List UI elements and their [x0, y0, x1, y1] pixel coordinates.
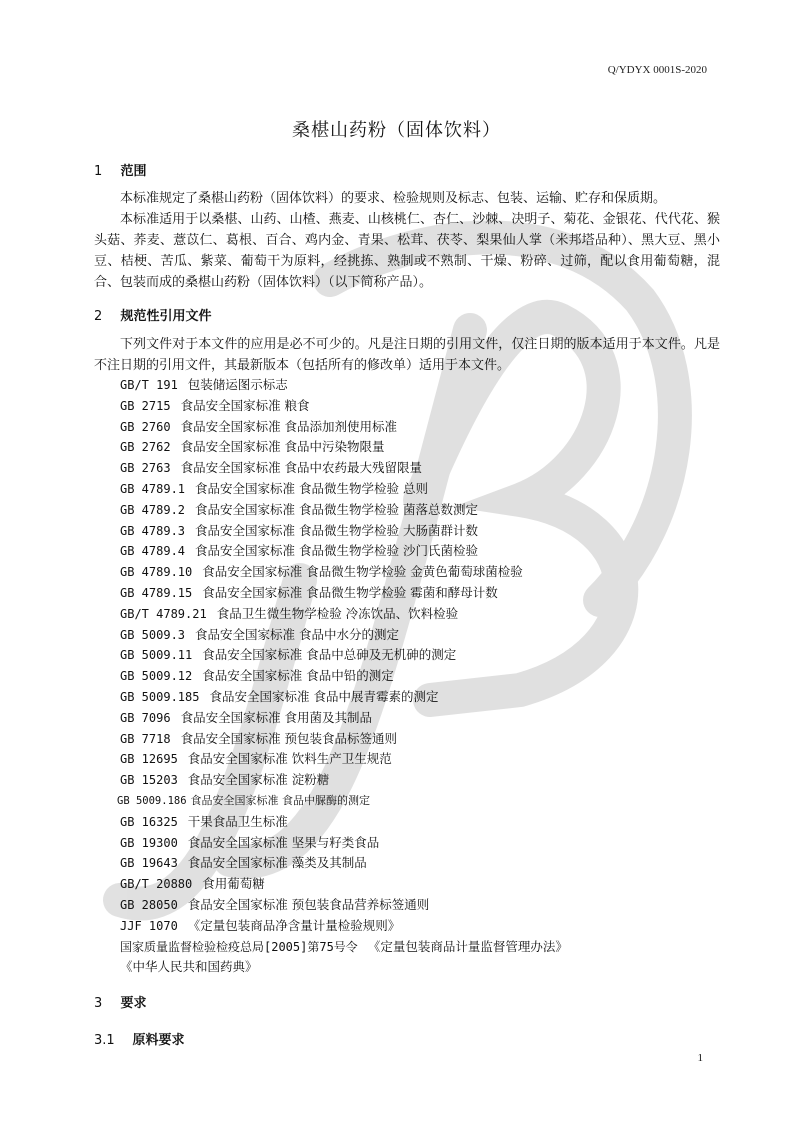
reference-code: GB 4789.15 — [120, 585, 193, 600]
reference-name: 食品安全国家标准 预包装食品标签通则 — [180, 730, 398, 746]
reference-name: 《定量包装商品计量监督管理办法》 — [367, 938, 568, 954]
reference-code: GB/T 4789.21 — [120, 606, 207, 621]
reference-item — [120, 687, 568, 708]
reference-name: 食品安全国家标准 食品微生物学检验 大肠菌群计数 — [195, 522, 478, 538]
reference-item — [120, 437, 568, 458]
reference-code: GB 19300 — [120, 835, 178, 850]
reference-item — [120, 770, 568, 791]
reference-item — [120, 625, 568, 646]
reference-name: 食品安全国家标准 食品微生物学检验 金黄色葡萄球菌检验 — [202, 564, 523, 580]
reference-name: 食品安全国家标准 食品中铅的测定 — [202, 668, 394, 684]
reference-code: GB 2763 — [120, 461, 171, 476]
reference-code: GB 16325 — [120, 814, 178, 829]
reference-item — [120, 916, 568, 937]
reference-item — [120, 541, 568, 562]
reference-item — [120, 729, 568, 750]
reference-code: GB 5009.11 — [120, 648, 193, 663]
section-2-heading — [94, 305, 212, 324]
section-1-heading — [94, 160, 147, 179]
reference-code: GB 5009.185 — [120, 689, 200, 704]
scope-paragraph-1: 本标准规定了桑椹山药粉（固体饮料）的要求、检验规则及标志、包装、运输、贮存和保质期。 — [120, 191, 667, 206]
reference-name: 食品安全国家标准 食品微生物学检验 菌落总数测定 — [195, 501, 478, 517]
reference-code: GB 5009.12 — [120, 669, 193, 684]
reference-item — [120, 583, 568, 604]
reference-name: 食品安全国家标准 食品添加剂使用标准 — [180, 418, 398, 434]
document-code: Q/YDYX 0001S-2020 — [607, 64, 707, 76]
reference-item — [120, 500, 568, 521]
reference-code: GB 5009.3 — [120, 627, 186, 642]
reference-name: 食品安全国家标准 食品微生物学检验 总则 — [195, 480, 428, 496]
reference-name: 食品安全国家标准 食品中水分的测定 — [195, 626, 400, 642]
reference-name: 食品安全国家标准 食品中展青霉素的测定 — [209, 688, 439, 704]
reference-code: GB 7096 — [120, 710, 171, 725]
reference-name: 食品安全国家标准 食品中污染物限量 — [180, 439, 385, 455]
reference-code: JJF 1070 — [120, 918, 178, 933]
reference-item — [117, 791, 568, 812]
section-3-heading — [94, 992, 147, 1011]
reference-code: GB 5009.186 — [117, 794, 187, 807]
reference-name: 食品安全国家标准 藻类及其制品 — [187, 855, 367, 871]
reference-code: GB/T 20880 — [120, 877, 193, 892]
section-title: 原料要求 — [132, 1033, 185, 1048]
reference-name: 干果食品卫生标准 — [187, 813, 288, 829]
section-number: 3.1 — [94, 1033, 115, 1048]
reference-item — [120, 957, 568, 978]
reference-code: GB 4789.1 — [120, 481, 186, 496]
reference-item — [120, 895, 568, 916]
reference-code: GB 28050 — [120, 897, 178, 912]
reference-code: GB 19643 — [120, 856, 178, 871]
reference-item — [120, 874, 568, 895]
reference-name: 《中华人民共和国药典》 — [120, 959, 258, 975]
document-title: 桑椹山药粉（固体饮料） — [292, 120, 501, 141]
reference-item — [120, 375, 568, 396]
reference-name: 食品安全国家标准 食品中总砷及无机砷的测定 — [202, 647, 457, 663]
reference-code: GB 15203 — [120, 773, 178, 788]
reference-item — [120, 604, 568, 625]
reference-code: GB 2762 — [120, 440, 171, 455]
reference-item — [120, 749, 568, 770]
reference-item — [120, 562, 568, 583]
reference-item — [120, 812, 568, 833]
reference-item — [120, 645, 568, 666]
reference-item — [120, 479, 568, 500]
reference-name: 《定量包装商品净含量计量检验规则》 — [187, 917, 401, 933]
reference-code: 国家质量监督检验检疫总局[2005]第75号令 — [120, 939, 358, 954]
section-3-1-heading — [94, 1029, 185, 1048]
section-number: 2 — [94, 309, 103, 324]
section-title: 要求 — [120, 996, 147, 1011]
section-number: 3 — [94, 996, 103, 1011]
reference-name: 食品安全国家标准 粮食 — [180, 397, 310, 413]
reference-list — [117, 375, 568, 978]
reference-name: 食品安全国家标准 预包装食品营养标签通则 — [187, 896, 430, 912]
reference-code: GB 7718 — [120, 731, 171, 746]
reference-item — [120, 833, 568, 854]
reference-code: GB/T 191 — [120, 378, 178, 392]
reference-name: 包装储运图示标志 — [187, 377, 288, 392]
reference-name: 食用葡萄糖 — [202, 876, 265, 892]
page-number: 1 — [697, 1052, 703, 1064]
reference-name: 食品安全国家标准 淀粉糖 — [187, 772, 330, 788]
reference-code: GB 4789.10 — [120, 565, 193, 580]
reference-item — [120, 417, 568, 438]
reference-name: 食品安全国家标准 食品微生物学检验 霉菌和酵母计数 — [202, 584, 498, 600]
reference-code: GB 12695 — [120, 752, 178, 767]
reference-item — [120, 708, 568, 729]
reference-name: 食品安全国家标准 食用菌及其制品 — [180, 709, 373, 725]
section-title: 规范性引用文件 — [120, 309, 212, 324]
reference-name: 食品安全国家标准 饮料生产卫生规范 — [187, 751, 392, 767]
section-number: 1 — [94, 164, 103, 179]
reference-item — [120, 458, 568, 479]
section-title: 范围 — [120, 164, 147, 179]
reference-name: 食品安全国家标准 食品中脲酶的测定 — [190, 793, 371, 807]
reference-code: GB 2715 — [120, 398, 171, 413]
reference-code: GB 4789.2 — [120, 502, 186, 517]
reference-item — [120, 521, 568, 542]
scope-paragraph-2: 本标准适用于以桑椹、山药、山楂、燕麦、山核桃仁、杏仁、沙棘、决明子、菊花、金银花、代代花、猴头菇、荞麦、薏苡仁、葛根、百合、鸡内金、青果、松茸、茯苓、梨果仙人掌（米邦塔品种）、黑大豆、黑小豆、桔梗、苦瓜、紫菜、葡萄干为原料，经挑拣、熟制或不熟制、干燥、粉碎、过筛，配以食用葡萄糖，混合、包装而成的桑椹山药粉（固体饮料）（以下简称产品）。 — [94, 212, 720, 290]
normative-intro: 下列文件对于本文件的应用是必不可少的。凡是注日期的引用文件，仅注日期的版本适用于本文件。凡是不注日期的引用文件，其最新版本（包括所有的修改单）适用于本文件。 — [94, 337, 720, 373]
reference-name: 食品安全国家标准 食品微生物学检验 沙门氏菌检验 — [195, 543, 478, 559]
reference-code: GB 2760 — [120, 419, 171, 434]
reference-item — [120, 937, 568, 958]
reference-name: 食品安全国家标准 坚果与籽类食品 — [187, 834, 380, 850]
reference-item — [120, 396, 568, 417]
reference-item — [120, 853, 568, 874]
reference-code: GB 4789.3 — [120, 523, 186, 538]
reference-name: 食品卫生微生物学检验 冷冻饮品、饮料检验 — [216, 605, 459, 621]
reference-code: GB 4789.4 — [120, 544, 186, 559]
reference-item — [120, 666, 568, 687]
reference-name: 食品安全国家标准 食品中农药最大残留限量 — [180, 460, 423, 476]
